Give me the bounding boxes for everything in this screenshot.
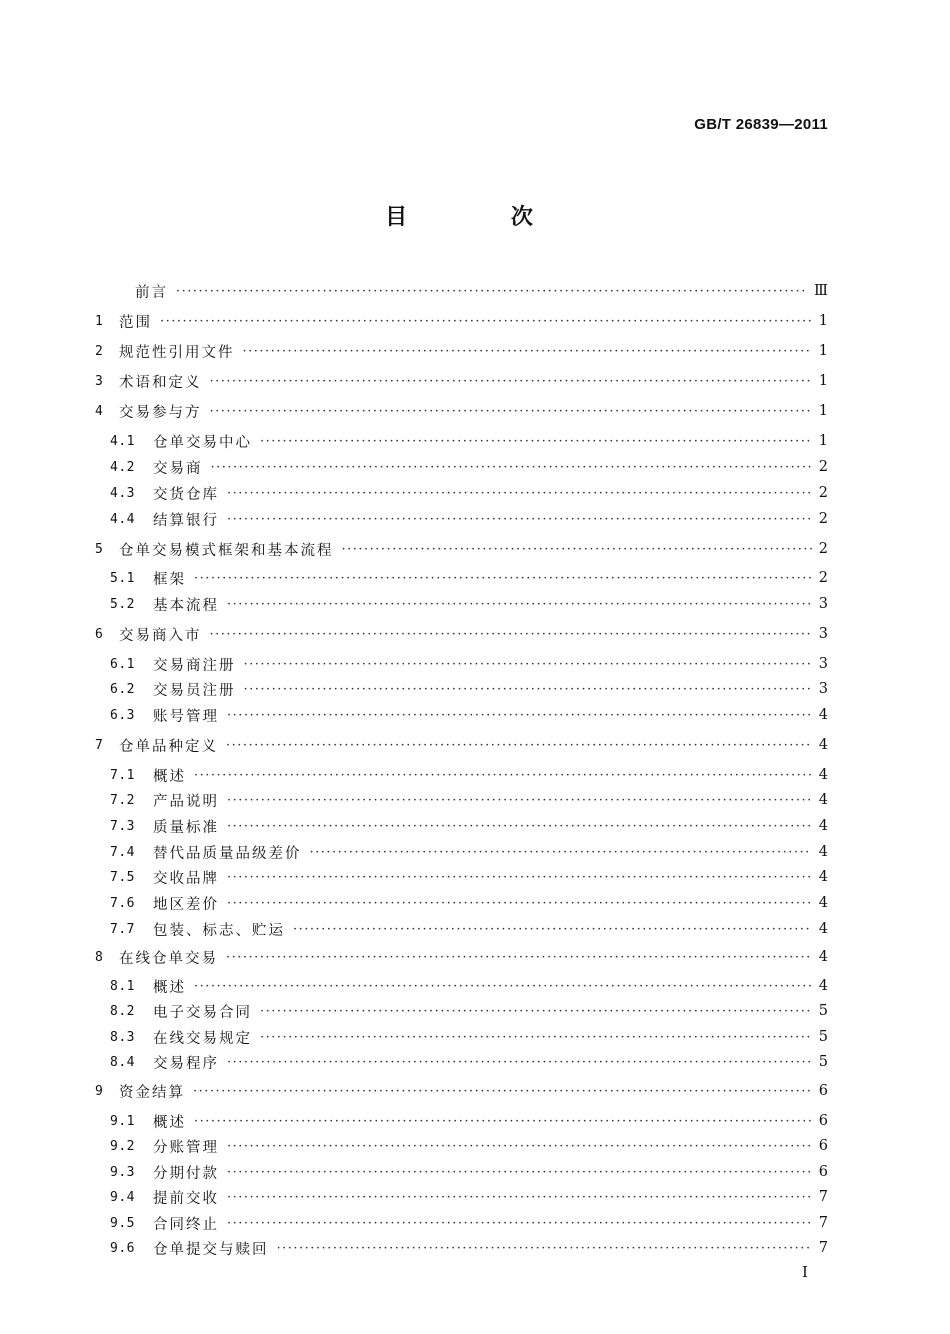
toc-entry[interactable] xyxy=(95,370,828,392)
toc-entry-number: 6.1 xyxy=(110,656,135,672)
toc-entry[interactable] xyxy=(95,340,828,362)
toc-entry[interactable] xyxy=(110,508,828,530)
toc-entry[interactable] xyxy=(95,946,828,968)
toc-entry-label: 在线仓单交易 xyxy=(119,950,218,967)
toc-entry-page: Ⅲ xyxy=(814,283,828,299)
toc-entry-number: 1 xyxy=(95,313,104,329)
toc-entry-number: 5 xyxy=(95,541,104,557)
toc-entry-page: 2 xyxy=(818,511,828,527)
toc-entry-page: 5 xyxy=(818,1003,828,1019)
toc-entry-number: 9 xyxy=(95,1083,104,1099)
toc-entry-number: 9.6 xyxy=(110,1240,135,1256)
page-folio: I xyxy=(802,1263,808,1281)
toc-entry-label: 概述 xyxy=(153,979,186,996)
toc-entry-label: 在线交易规定 xyxy=(153,1030,252,1047)
dot-leader xyxy=(260,1030,812,1045)
dot-leader xyxy=(243,344,813,359)
toc-entry[interactable] xyxy=(95,310,828,332)
dot-leader xyxy=(194,1114,812,1129)
toc-entry-number: 8.3 xyxy=(110,1029,135,1045)
toc-entry[interactable] xyxy=(95,538,828,560)
toc-entry-page: 1 xyxy=(818,403,828,419)
toc-entry-label: 基本流程 xyxy=(153,597,219,614)
dot-leader xyxy=(194,571,812,586)
toc-entry-page: 6 xyxy=(818,1164,828,1180)
toc-entry-page: 4 xyxy=(818,737,828,753)
toc-entry-page: 1 xyxy=(818,433,828,449)
dot-leader xyxy=(227,896,812,911)
dot-leader xyxy=(194,979,812,994)
toc-entry-page: 4 xyxy=(818,818,828,834)
toc-entry-number: 7.7 xyxy=(110,921,135,937)
toc-entry[interactable] xyxy=(110,1212,828,1234)
toc-entry-label: 交易程序 xyxy=(153,1055,219,1072)
toc-entry-page: 7 xyxy=(818,1189,828,1205)
toc-entry[interactable] xyxy=(110,1000,828,1022)
toc-entry-number: 4.4 xyxy=(110,511,135,527)
dot-leader xyxy=(227,512,812,527)
dot-leader xyxy=(176,284,808,299)
toc-entry-number: 9.5 xyxy=(110,1215,135,1231)
toc-entry-number: 4.1 xyxy=(110,433,135,449)
toc-entry-label: 交收品牌 xyxy=(153,870,219,887)
dot-leader xyxy=(227,870,812,885)
dot-leader xyxy=(210,374,813,389)
toc-entry-page: 1 xyxy=(818,313,828,329)
toc-entry-label: 提前交收 xyxy=(153,1190,219,1207)
toc-entry-number: 4.3 xyxy=(110,485,135,501)
toc-entry-label: 概述 xyxy=(153,1114,186,1131)
dot-leader xyxy=(226,738,812,753)
toc-entry[interactable] xyxy=(95,280,828,302)
page-title: 目 次 xyxy=(385,205,581,230)
toc-entry-label: 仓单品种定义 xyxy=(119,738,218,755)
toc-entry[interactable] xyxy=(110,593,828,615)
toc-entry-number: 4 xyxy=(95,403,104,419)
toc-entry-page: 1 xyxy=(818,343,828,359)
toc-entry-label: 交易参与方 xyxy=(119,404,202,421)
toc-entry-number: 9.3 xyxy=(110,1164,135,1180)
toc-entry-page: 4 xyxy=(818,707,828,723)
toc-entry-page: 2 xyxy=(818,541,828,557)
toc-entry-page: 4 xyxy=(818,978,828,994)
dot-leader xyxy=(277,1241,813,1256)
toc-entry[interactable] xyxy=(110,815,828,837)
toc-entry[interactable] xyxy=(110,1051,828,1073)
toc-entry-page: 4 xyxy=(818,895,828,911)
toc-entry[interactable] xyxy=(95,623,828,645)
toc-entry[interactable] xyxy=(110,1237,828,1259)
toc-entry[interactable] xyxy=(110,866,828,888)
toc-entry-number: 7 xyxy=(95,737,104,753)
toc-entry-label: 仓单提交与赎回 xyxy=(153,1241,269,1258)
toc-entry-number: 3 xyxy=(95,373,104,389)
toc-entry[interactable] xyxy=(95,400,828,422)
dot-leader xyxy=(227,1190,812,1205)
toc-entry-page: 6 xyxy=(818,1083,828,1099)
toc-entry-label: 框架 xyxy=(153,571,186,588)
toc-entry[interactable] xyxy=(110,456,828,478)
dot-leader xyxy=(227,597,812,612)
toc-entry[interactable] xyxy=(95,1080,828,1102)
toc-entry[interactable] xyxy=(95,734,828,756)
toc-entry[interactable] xyxy=(110,1186,828,1208)
toc-entry-page: 7 xyxy=(818,1215,828,1231)
toc-entry[interactable] xyxy=(110,430,828,452)
toc-entry-page: 4 xyxy=(818,921,828,937)
toc-entry-label: 包装、标志、贮运 xyxy=(153,922,285,939)
toc-entry-label: 分期付款 xyxy=(153,1165,219,1182)
toc-entry-page: 2 xyxy=(818,570,828,586)
toc-entry-label: 交货仓库 xyxy=(153,486,219,503)
toc-entry-number: 8.4 xyxy=(110,1054,135,1070)
toc-entry-page: 1 xyxy=(818,373,828,389)
toc-entry-number: 8.2 xyxy=(110,1003,135,1019)
dot-leader xyxy=(244,682,813,697)
toc-entry-label: 交易商 xyxy=(153,460,203,477)
toc-entry-number: 6.2 xyxy=(110,681,135,697)
toc-entry[interactable] xyxy=(110,1026,828,1048)
toc-entry-label: 交易商入市 xyxy=(119,627,202,644)
toc-entry-label: 交易商注册 xyxy=(153,657,236,674)
toc-entry-label: 范围 xyxy=(119,314,152,331)
toc-entry-page: 3 xyxy=(818,626,828,642)
toc-entry-page: 3 xyxy=(818,656,828,672)
toc-entry-number: 5.2 xyxy=(110,596,135,612)
dot-leader xyxy=(227,1165,812,1180)
toc-entry-label: 术语和定义 xyxy=(119,374,202,391)
toc-entry-number: 8.1 xyxy=(110,978,135,994)
dot-leader xyxy=(342,542,813,557)
dot-leader xyxy=(244,657,813,672)
toc-entry[interactable] xyxy=(110,975,828,997)
dot-leader xyxy=(227,819,812,834)
dot-leader xyxy=(193,1084,812,1099)
toc-entry-page: 6 xyxy=(818,1138,828,1154)
toc-entry-page: 7 xyxy=(818,1240,828,1256)
toc-entry-label: 地区差价 xyxy=(153,896,219,913)
toc-entry[interactable] xyxy=(110,1110,828,1132)
toc-entry[interactable] xyxy=(110,653,828,675)
dot-leader xyxy=(227,1139,812,1154)
dot-leader xyxy=(226,950,812,965)
toc-entry-page: 6 xyxy=(818,1113,828,1129)
toc-entry-number: 7.4 xyxy=(110,844,135,860)
standard-number: GB/T 26839—2011 xyxy=(694,116,828,133)
toc-entry-number: 9.4 xyxy=(110,1189,135,1205)
toc-entry-label: 合同终止 xyxy=(153,1216,219,1233)
toc-entry[interactable] xyxy=(110,918,828,940)
toc-entry-label: 前言 xyxy=(135,284,168,301)
toc-entry-page: 2 xyxy=(818,485,828,501)
toc-entry-number: 6.3 xyxy=(110,707,135,723)
toc-entry-label: 账号管理 xyxy=(153,708,219,725)
dot-leader xyxy=(210,404,813,419)
toc-entry-page: 2 xyxy=(818,459,828,475)
toc-entry-number: 7.3 xyxy=(110,818,135,834)
dot-leader xyxy=(310,845,813,860)
toc-entry[interactable] xyxy=(110,704,828,726)
toc-entry-label: 质量标准 xyxy=(153,819,219,836)
dot-leader xyxy=(194,768,812,783)
dot-leader xyxy=(227,708,812,723)
toc-entry-label: 规范性引用文件 xyxy=(119,344,235,361)
toc-entry-page: 5 xyxy=(818,1029,828,1045)
toc-entry-label: 资金结算 xyxy=(119,1084,185,1101)
dot-leader xyxy=(211,460,813,475)
toc-entry[interactable] xyxy=(110,1161,828,1183)
toc-entry-page: 4 xyxy=(818,792,828,808)
toc-entry-label: 产品说明 xyxy=(153,793,219,810)
toc-entry-number: 7.5 xyxy=(110,869,135,885)
toc-entry[interactable] xyxy=(110,482,828,504)
toc-entry[interactable] xyxy=(110,841,828,863)
toc-entry-label: 概述 xyxy=(153,768,186,785)
dot-leader xyxy=(160,314,812,329)
toc-entry-label: 仓单交易模式框架和基本流程 xyxy=(119,542,334,559)
toc-entry[interactable] xyxy=(110,567,828,589)
toc-entry-number: 5.1 xyxy=(110,570,135,586)
dot-leader xyxy=(293,922,812,937)
toc-entry-page: 3 xyxy=(818,596,828,612)
toc-entry[interactable] xyxy=(110,789,828,811)
dot-leader xyxy=(210,627,813,642)
toc-entry-label: 结算银行 xyxy=(153,512,219,529)
toc-entry-number: 2 xyxy=(95,343,104,359)
toc-entry[interactable] xyxy=(110,764,828,786)
toc-entry-number: 9.1 xyxy=(110,1113,135,1129)
dot-leader xyxy=(227,486,812,501)
toc-entry-number: 6 xyxy=(95,626,104,642)
dot-leader xyxy=(227,1216,812,1231)
toc-entry-number: 9.2 xyxy=(110,1138,135,1154)
toc-entry[interactable] xyxy=(110,678,828,700)
toc-entry-number: 8 xyxy=(95,949,104,965)
toc-entry-page: 4 xyxy=(818,949,828,965)
toc-entry[interactable] xyxy=(110,892,828,914)
toc-entry-number: 4.2 xyxy=(110,459,135,475)
toc-entry-page: 4 xyxy=(818,844,828,860)
dot-leader xyxy=(227,793,812,808)
toc-entry-label: 电子交易合同 xyxy=(153,1004,252,1021)
toc-entry-label: 交易员注册 xyxy=(153,682,236,699)
toc-entry-label: 仓单交易中心 xyxy=(153,434,252,451)
toc-entry[interactable] xyxy=(110,1135,828,1157)
toc-entry-page: 4 xyxy=(818,767,828,783)
toc-entry-number: 7.2 xyxy=(110,792,135,808)
toc-entry-page: 4 xyxy=(818,869,828,885)
dot-leader xyxy=(227,1055,812,1070)
toc-entry-label: 替代品质量品级差价 xyxy=(153,845,302,862)
dot-leader xyxy=(260,1004,812,1019)
toc-entry-number: 7.1 xyxy=(110,767,135,783)
toc-entry-page: 3 xyxy=(818,681,828,697)
toc-entry-label: 分账管理 xyxy=(153,1139,219,1156)
toc-entry-page: 5 xyxy=(818,1054,828,1070)
toc-entry-number: 7.6 xyxy=(110,895,135,911)
dot-leader xyxy=(260,434,812,449)
